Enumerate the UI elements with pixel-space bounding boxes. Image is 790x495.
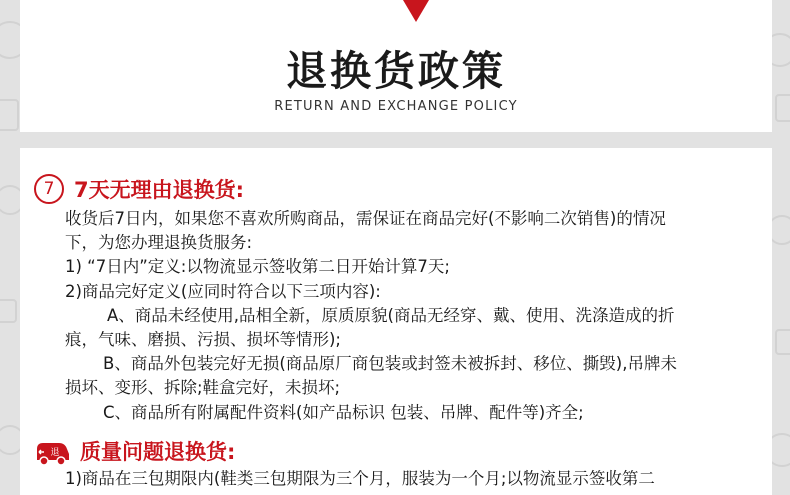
section-quality-title: 质量问题退换货:	[80, 440, 236, 464]
header-card	[20, 0, 772, 132]
policy-line: 下，为您办理退换货服务:	[65, 233, 253, 253]
policy-line: B、商品外包装完好无损(商品原厂商包装或封签未被拆封、移位、撕毁),吊牌未	[103, 354, 677, 374]
policy-line: 2)商品完好定义(应同时符合以下三项内容):	[65, 281, 381, 301]
circle-seven-icon: 7	[34, 174, 64, 204]
section-seven-day-title: 7天无理由退换货:	[74, 178, 245, 202]
page-subtitle: RETURN AND EXCHANGE POLICY	[274, 99, 518, 114]
notch-decoration	[403, 0, 429, 22]
return-truck-icon-label: 退	[50, 448, 60, 458]
policy-line: C、商品所有附属配件资料(如产品标识 包装、吊牌、配件等)齐全;	[103, 402, 584, 422]
policy-content	[20, 148, 772, 495]
section-quality-header	[34, 436, 235, 466]
policy-line: 痕，气味、磨损、污损、损坏等情形);	[65, 330, 341, 350]
page-title: 退换货政策	[286, 47, 506, 95]
policy-line: 收货后7日内，如果您不喜欢所购商品，需保证在商品完好(不影响二次销售)的情况	[65, 209, 666, 228]
section-seven-day-body	[65, 207, 765, 425]
policy-line: 1)商品在三包期限内(鞋类三包期限为三个月，服装为一个月;以物流显示签收第二	[65, 469, 655, 488]
policy-line: 1) “7日内”定义:以物流显示签收第二日开始计算7天;	[65, 257, 450, 277]
policy-line: A、商品未经使用,品相全新，原质原貌(商品无经穿、戴、使用、洗涤造成的折	[107, 305, 675, 325]
policy-line: 损坏、变形、拆除;鞋盒完好，未损坏;	[65, 378, 341, 398]
section-seven-day-header	[34, 174, 244, 204]
section-quality-body	[65, 467, 765, 491]
return-truck-icon	[34, 436, 70, 466]
